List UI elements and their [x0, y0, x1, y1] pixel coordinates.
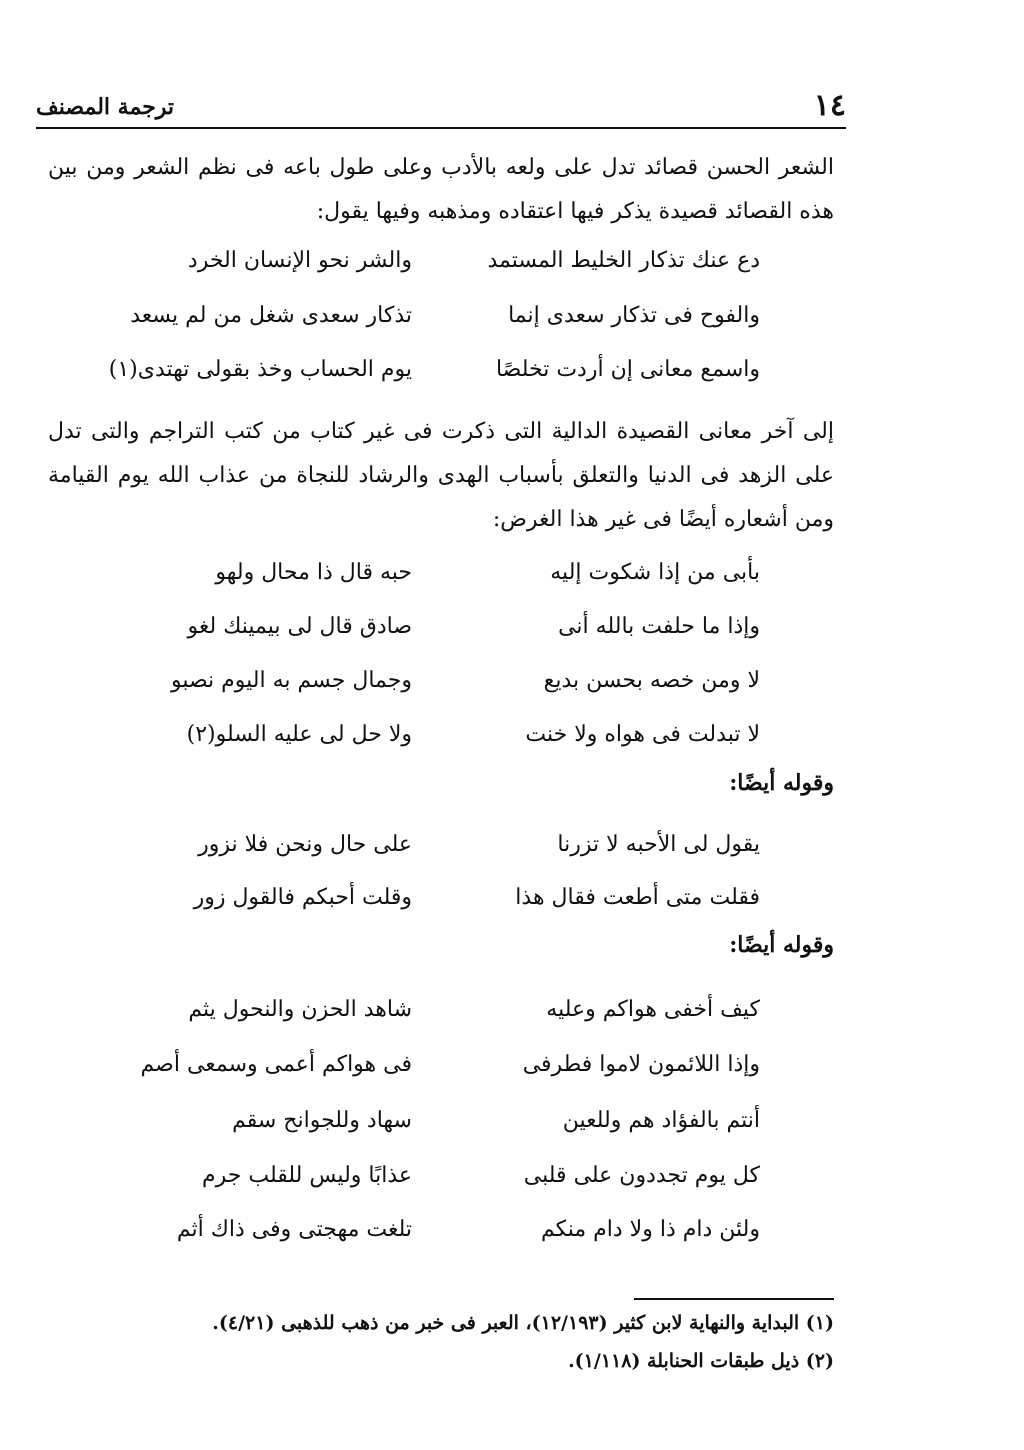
- header-rule: [36, 127, 846, 129]
- hemistich-first: لا تبدلت فى هواه ولا خنت: [525, 722, 760, 747]
- hemistich-first: بأبى من إذا شكوت إليه: [550, 560, 760, 585]
- hemistich-second: يوم الحساب وخذ بقولى تهتدى(١): [108, 357, 412, 382]
- hemistich-first: لا ومن خصه بحسن بديع: [543, 668, 760, 693]
- hemistich-second: تذكار سعدى شغل من لم يسعد: [130, 303, 412, 328]
- hemistich-second: حبه قال ذا محال ولهو: [215, 560, 412, 585]
- hemistich-second: على حال ونحن فلا نزور: [198, 832, 412, 857]
- page-number: ١٤: [813, 88, 846, 123]
- hemistich-second: وقلت أحبكم فالقول زور: [193, 885, 412, 910]
- hemistich-first: كيف أخفى هواكم وعليه: [546, 997, 760, 1022]
- poem4-verse-5: [120, 1217, 770, 1261]
- poem1-verse-3: [108, 357, 770, 401]
- hemistich-first: وإذا اللائمون لاموا فطرفى: [522, 1052, 760, 1077]
- hemistich-second: ولا حل لى عليه السلو(٢): [186, 722, 412, 747]
- poem3-verse-2: [120, 885, 770, 929]
- footnote-2: (٢) ذيل طبقات الحنابلة (١/١١٨).: [568, 1350, 834, 1372]
- hemistich-first: والفوح فى تذكار سعدى إنما: [508, 303, 760, 328]
- hemistich-second: صادق قال لى بيمينك لغو: [187, 614, 412, 639]
- poem-intro-label: وقوله أيضًا:: [729, 770, 834, 796]
- hemistich-first: فقلت متى أطعت فقال هذا: [515, 885, 760, 910]
- poem2-verse-3: [120, 668, 770, 712]
- hemistich-first: كل يوم تجددون على قلبى: [523, 1163, 760, 1188]
- poem4-verse-2: [120, 1052, 770, 1096]
- hemistich-second: فى هواكم أعمى وسمعى أصم: [140, 1052, 412, 1077]
- page-header: [36, 84, 846, 124]
- paragraph-continuation: إلى آخر معانى القصيدة الدالية التى ذكرت فى غير كتاب من كتب التراجم والتى تدل على الزهد فى الدنيا والتعلق بأسباب الهدى والرشاد للنجاة من عذاب الله يوم القيامة ومن أشعاره أيضًا فى غير هذا الغرض:: [48, 419, 834, 532]
- hemistich-first: ولئن دام ذا ولا دام منكم: [540, 1217, 760, 1242]
- poem2-verse-4: [120, 722, 770, 766]
- hemistich-first: يقول لى الأحبه لا تزرنا: [557, 832, 760, 857]
- poem4-verse-3: [120, 1108, 770, 1152]
- hemistich-second: وجمال جسم به اليوم نصبو: [170, 668, 412, 693]
- poem4-verse-4: [120, 1163, 770, 1207]
- hemistich-first: أنتم بالفؤاد هم وللعين: [562, 1108, 760, 1133]
- hemistich-first: دع عنك تذكار الخليط المستمد: [487, 248, 760, 273]
- poem1-verse-2: [120, 303, 770, 347]
- hemistich-second: شاهد الحزن والنحول يثم: [188, 997, 412, 1022]
- paragraph-intro: الشعر الحسن قصائد تدل على ولعه بالأدب وعلى طول باعه فى نظم الشعر ومن بين هذه القصائد قصيدة يذكر فيها اعتقاده ومذهبه وفيها يقول:: [48, 155, 834, 224]
- hemistich-second: عذابًا وليس للقلب جرم: [202, 1163, 412, 1188]
- hemistich-second: سهاد وللجوانح سقم: [232, 1108, 412, 1133]
- hemistich-first: واسمع معانى إن أردت تخلصًا: [495, 357, 760, 382]
- hemistich-second: تلغت مهجتى وفى ذاك أثم: [176, 1217, 412, 1242]
- hemistich-first: وإذا ما حلفت بالله أنى: [558, 614, 760, 639]
- footnote-rule: [634, 1298, 834, 1300]
- poem-intro-label: وقوله أيضًا:: [729, 932, 834, 958]
- poem1-verse-1: [120, 248, 770, 292]
- poem2-verse-1: [120, 560, 770, 604]
- poem3-verse-1: [120, 832, 770, 876]
- footnote-1: (١) البداية والنهاية لابن كثير (١٢/١٩٣)، العبر فى خبر من ذهب للذهبى (٤/٢١).: [212, 1312, 834, 1334]
- hemistich-second: والشر نحو الإنسان الخرد: [187, 248, 412, 273]
- poem4-verse-1: [120, 997, 770, 1041]
- poem2-verse-2: [120, 614, 770, 658]
- running-title: ترجمة المصنف: [36, 94, 175, 120]
